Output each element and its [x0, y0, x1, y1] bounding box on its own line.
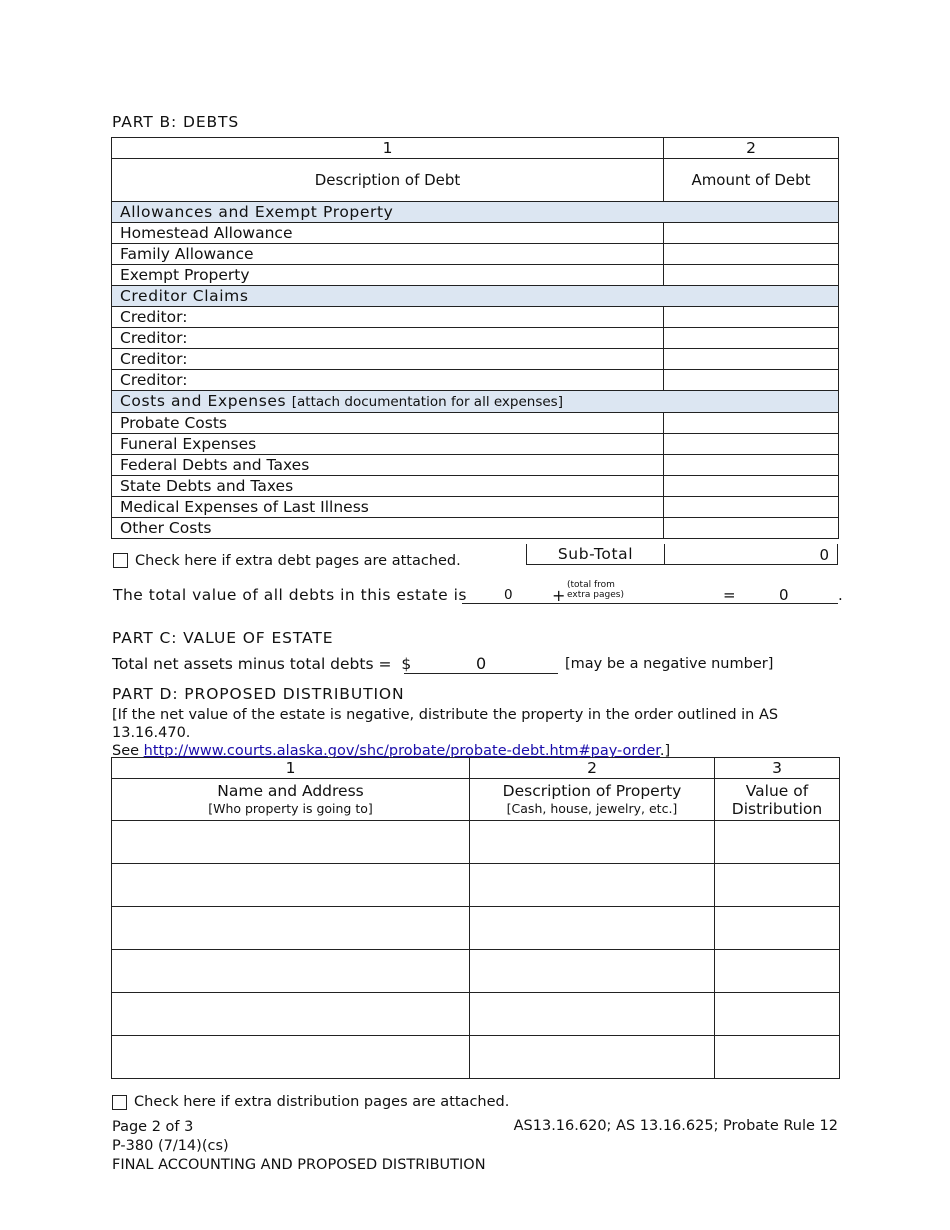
extra-debt-pages-checkbox[interactable]: [113, 553, 128, 568]
part-b-title: PART B: DEBTS: [112, 113, 240, 131]
debt-amount-field[interactable]: [664, 370, 839, 391]
group-costs-note: [attach documentation for all expenses]: [291, 394, 563, 410]
group-allowances: Allowances and Exempt Property: [112, 202, 839, 223]
property-desc-label: Description of Property: [502, 781, 682, 800]
total-from-line-2: extra pages): [567, 590, 624, 600]
group-costs-expenses: [112, 391, 839, 413]
property-field[interactable]: [470, 1036, 715, 1079]
form-number: P-380 (7/14)(cs): [112, 1138, 229, 1154]
net-assets-label: [112, 655, 411, 673]
total-debts-text: The total value of all debts in this estate is: [113, 586, 467, 604]
debts-table: [111, 137, 839, 539]
debt-amount-field[interactable]: [664, 244, 839, 265]
debts-col1-header: Description of Debt: [112, 159, 664, 202]
debt-row-label: Other Costs: [112, 518, 664, 539]
currency-symbol: $: [401, 655, 412, 673]
recipient-field[interactable]: [112, 1036, 470, 1079]
debt-amount-field[interactable]: [664, 434, 839, 455]
debt-amount-field[interactable]: [664, 455, 839, 476]
dist-col3-number: 3: [715, 758, 840, 779]
debt-amount-field[interactable]: [664, 518, 839, 539]
subtotal-label: Sub-Total: [527, 544, 665, 564]
value-field[interactable]: [715, 993, 840, 1036]
form-title: FINAL ACCOUNTING AND PROPOSED DISTRIBUTION: [112, 1157, 486, 1173]
debt-row-label: State Debts and Taxes: [112, 476, 664, 497]
debts-col1-number: 1: [112, 138, 664, 159]
debt-row-label: Federal Debts and Taxes: [112, 455, 664, 476]
value-field[interactable]: [715, 1036, 840, 1079]
debt-amount-field[interactable]: [664, 307, 839, 328]
dist-col3-header: [715, 779, 840, 821]
instructions-see: See: [112, 743, 140, 759]
dist-col1-number: 1: [112, 758, 470, 779]
debt-row-label: Family Allowance: [112, 244, 664, 265]
footer-left: [112, 1118, 486, 1175]
value-field[interactable]: [715, 950, 840, 993]
total-from-line-1: (total from: [567, 580, 615, 590]
debt-row-label: Exempt Property: [112, 265, 664, 286]
dist-col1-header: [112, 779, 470, 821]
recipient-field[interactable]: [112, 950, 470, 993]
debt-amount-field[interactable]: [664, 349, 839, 370]
dist-col2-header: [470, 779, 715, 821]
instructions-line-1: [If the net value of the estate is negative, distribute the property in the order outlined in AS 13.16.470.: [112, 707, 779, 741]
plus-sign: +: [552, 586, 566, 605]
group-creditor-claims: Creditor Claims: [112, 286, 839, 307]
property-field[interactable]: [470, 907, 715, 950]
creditor-field[interactable]: Creditor:: [112, 370, 664, 391]
recipient-field[interactable]: [112, 821, 470, 864]
page-number: Page 2 of 3: [112, 1119, 194, 1135]
extra-distribution-pages-label: Check here if extra distribution pages are attached.: [134, 1094, 510, 1110]
equals-sign: =: [723, 586, 736, 604]
net-assets-note: [may be a negative number]: [565, 656, 774, 672]
value-field[interactable]: [715, 907, 840, 950]
net-assets-text: Total net assets minus total debts =: [112, 655, 392, 673]
statute-references: AS13.16.620; AS 13.16.625; Probate Rule 12: [513, 1118, 838, 1134]
group-costs-label: Costs and Expenses: [120, 392, 287, 410]
debt-row-label: Funeral Expenses: [112, 434, 664, 455]
debt-amount-field[interactable]: [664, 328, 839, 349]
subtotal-box: [526, 544, 838, 565]
property-field[interactable]: [470, 993, 715, 1036]
value-field[interactable]: [715, 864, 840, 907]
debt-amount-field[interactable]: [664, 223, 839, 244]
debt-row-label: Medical Expenses of Last Illness: [112, 497, 664, 518]
name-address-sub: [Who property is going to]: [208, 800, 373, 816]
total-period: .: [838, 586, 843, 604]
net-assets-value[interactable]: 0: [476, 654, 487, 673]
total-from-extra-note: [567, 580, 624, 600]
debt-amount-field[interactable]: [664, 476, 839, 497]
recipient-field[interactable]: [112, 907, 470, 950]
dist-col2-number: 2: [470, 758, 715, 779]
distribution-label: Distribution: [731, 799, 823, 818]
debt-amount-field[interactable]: [664, 413, 839, 434]
extra-debt-pages-label: Check here if extra debt pages are attached.: [135, 553, 461, 569]
instructions-end: .]: [659, 743, 671, 759]
total-debts-value[interactable]: 0: [504, 587, 513, 603]
extra-distribution-pages-checkbox[interactable]: [112, 1095, 127, 1110]
creditor-field[interactable]: Creditor:: [112, 307, 664, 328]
property-desc-sub: [Cash, house, jewelry, etc.]: [506, 800, 678, 816]
property-field[interactable]: [470, 950, 715, 993]
grand-total-value[interactable]: 0: [779, 586, 789, 604]
property-field[interactable]: [470, 864, 715, 907]
debts-col2-number: 2: [664, 138, 839, 159]
probate-debt-link[interactable]: http://www.courts.alaska.gov/shc/probate/probate-debt.htm#pay-order: [143, 743, 660, 759]
debt-row-label: Homestead Allowance: [112, 223, 664, 244]
recipient-field[interactable]: [112, 993, 470, 1036]
recipient-field[interactable]: [112, 864, 470, 907]
subtotal-value[interactable]: 0: [819, 546, 829, 564]
part-c-title: PART C: VALUE OF ESTATE: [112, 629, 334, 647]
value-field[interactable]: [715, 821, 840, 864]
debt-row-label: Probate Costs: [112, 413, 664, 434]
debt-amount-field[interactable]: [664, 497, 839, 518]
debt-amount-field[interactable]: [664, 265, 839, 286]
property-field[interactable]: [470, 821, 715, 864]
name-address-label: Name and Address: [217, 781, 364, 800]
distribution-table: [111, 757, 840, 1079]
creditor-field[interactable]: Creditor:: [112, 328, 664, 349]
debts-col2-header: Amount of Debt: [664, 159, 839, 202]
distribution-instructions: [112, 706, 842, 760]
creditor-field[interactable]: Creditor:: [112, 349, 664, 370]
value-of-label: Value of: [745, 781, 809, 800]
part-d-title: PART D: PROPOSED DISTRIBUTION: [112, 685, 405, 703]
